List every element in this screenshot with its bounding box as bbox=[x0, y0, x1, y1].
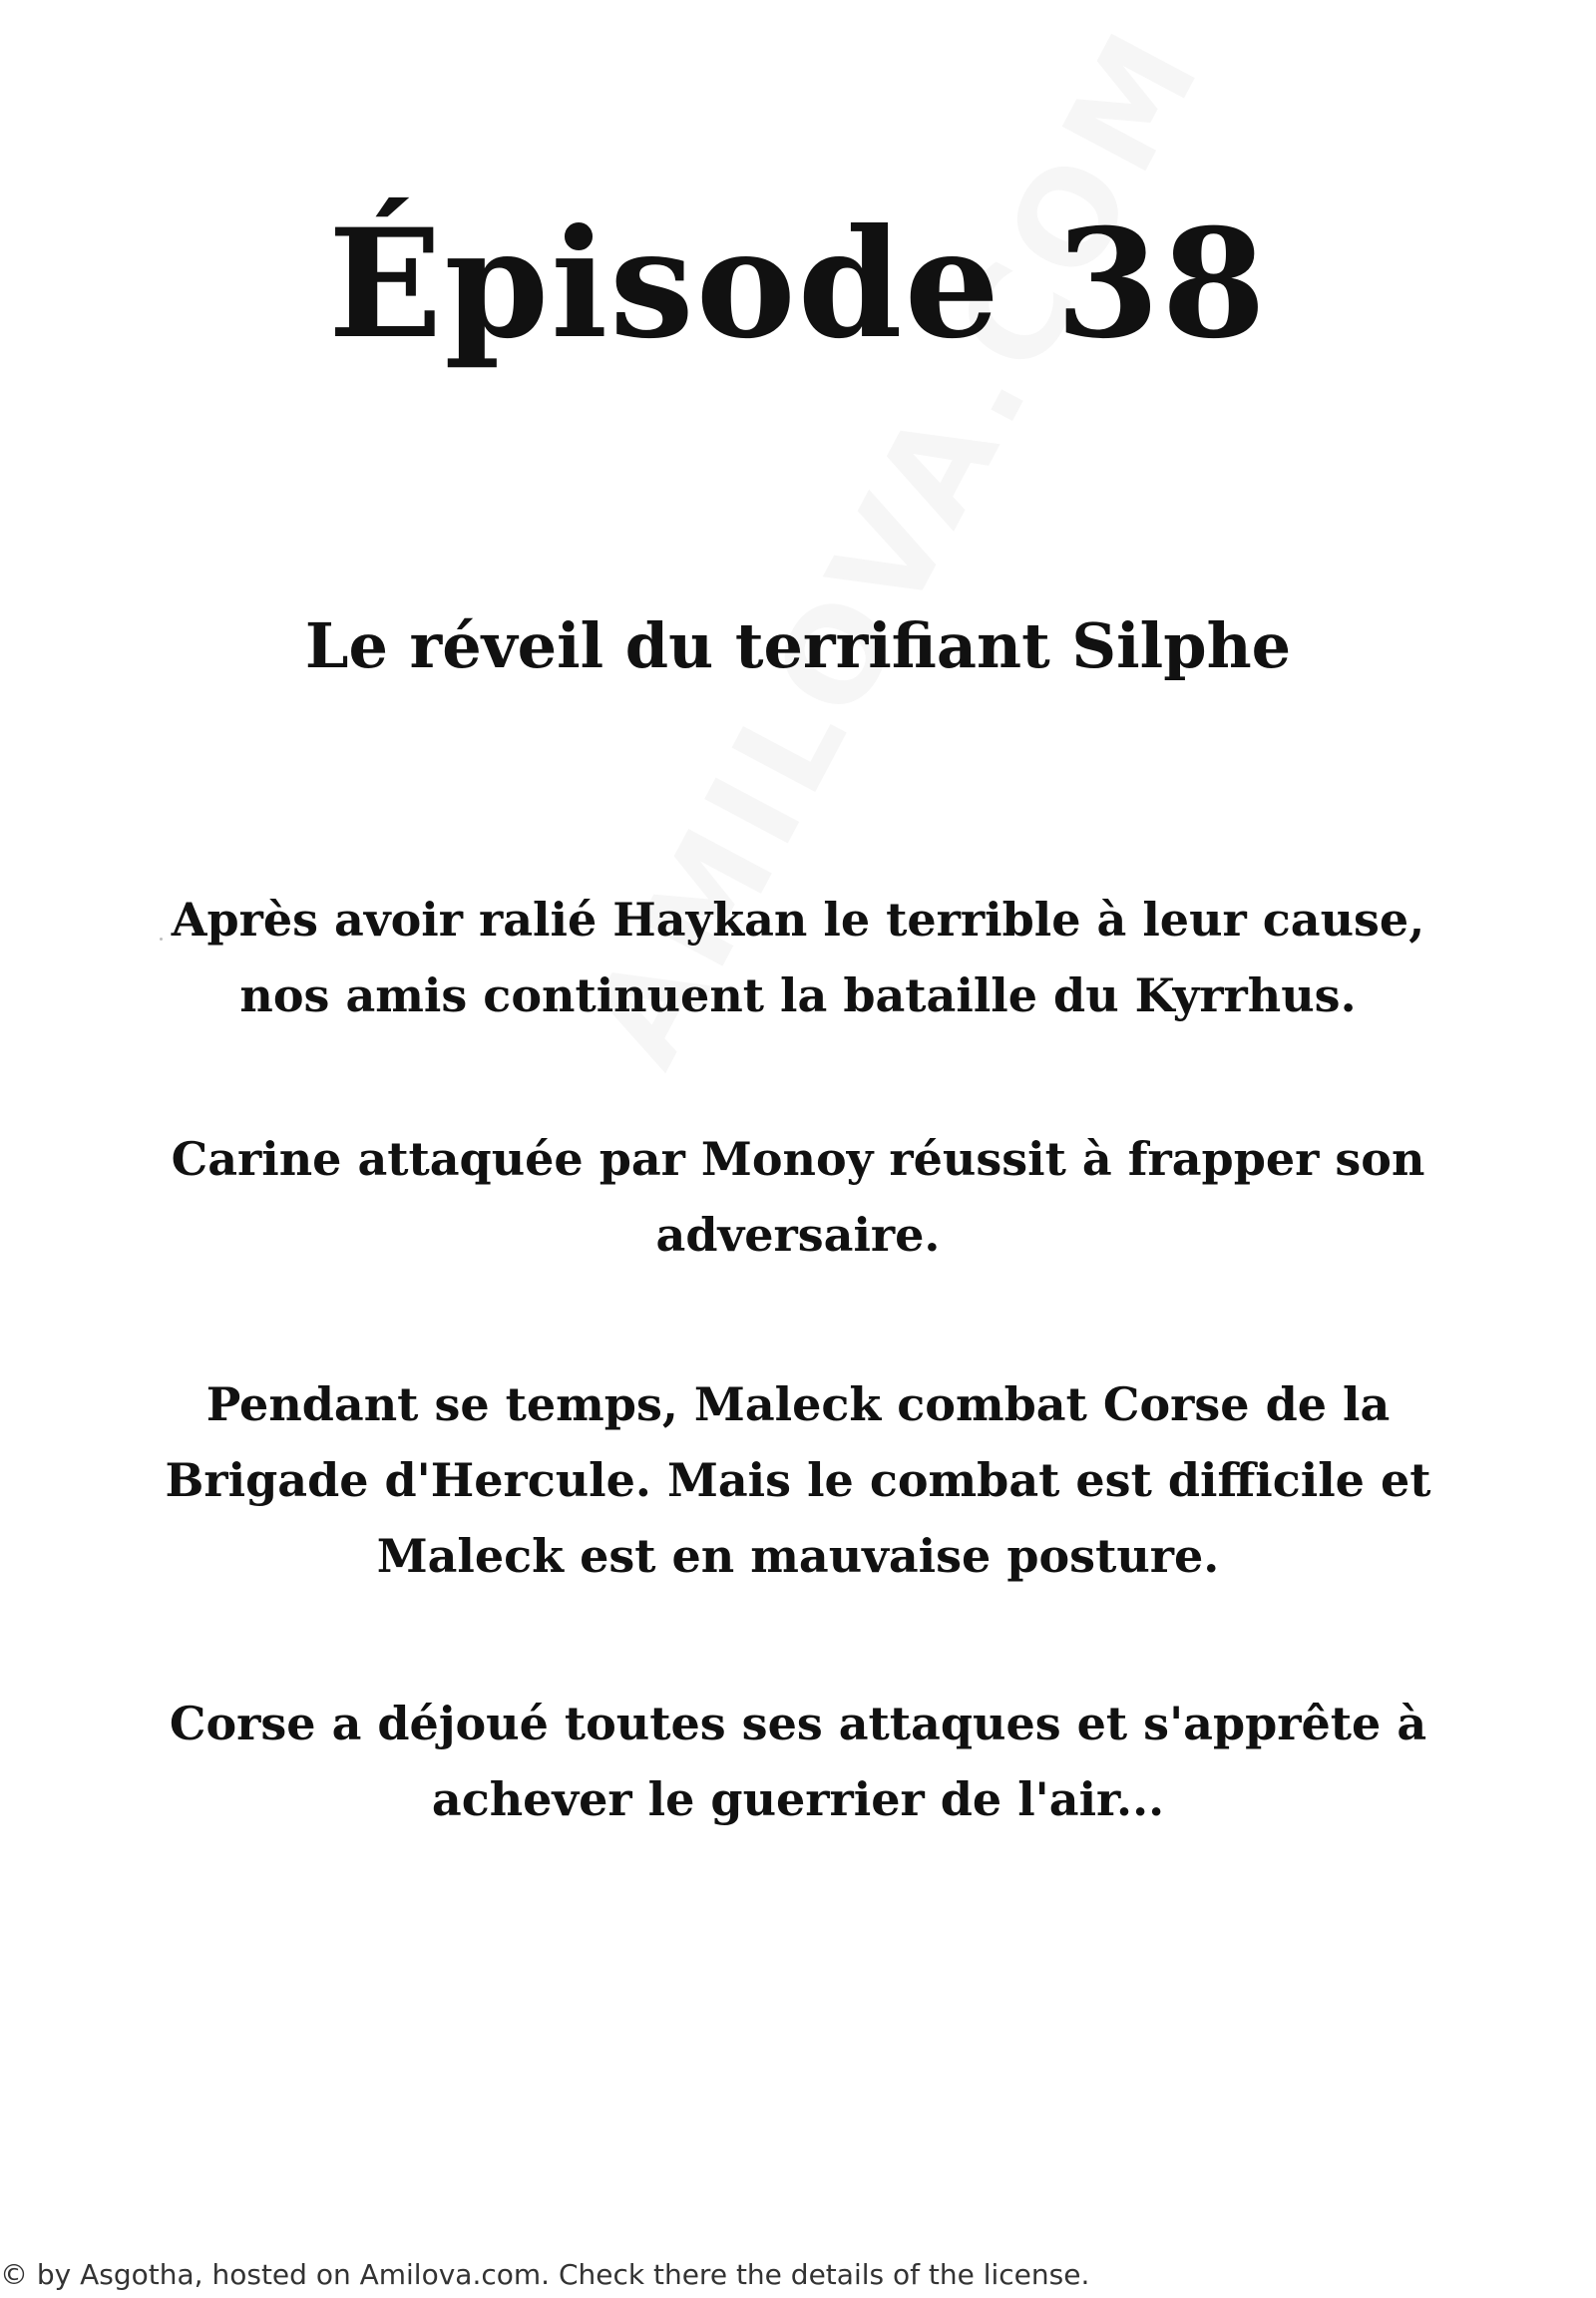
summary-paragraph-4 bbox=[160, 1686, 1436, 1837]
license-credit: © by Asgotha, hosted on Amilova.com. Check there the details of the license. bbox=[0, 2258, 1090, 2291]
summary-line: Corse a déjoué toutes ses attaques et s'apprête à bbox=[169, 1697, 1427, 1750]
summary-line: Pendant se temps, Maleck combat Corse de la bbox=[205, 1377, 1391, 1431]
summary-line: Brigade d'Hercule. Mais le combat est difficile et bbox=[165, 1453, 1431, 1507]
summary-line: achever le guerrier de l'air... bbox=[431, 1772, 1165, 1826]
episode-title: Épisode 38 bbox=[328, 196, 1268, 372]
summary-line: Maleck est en mauvaise posture. bbox=[376, 1529, 1220, 1583]
episode-subtitle: Le réveil du terrifiant Silphe bbox=[304, 609, 1292, 682]
summary-line: Après avoir ralié Haykan le terrible à leur cause, bbox=[171, 893, 1425, 947]
summary-line: Carine attaquée par Monoy réussit à frapper son bbox=[171, 1132, 1425, 1186]
summary-paragraph-2 bbox=[160, 1121, 1436, 1273]
summary-line: adversaire. bbox=[655, 1208, 941, 1262]
summary-paragraph-3 bbox=[160, 1366, 1436, 1594]
summary-paragraph-1 bbox=[160, 882, 1436, 1033]
summary-line: nos amis continuent la bataille du Kyrrhus. bbox=[239, 968, 1357, 1022]
